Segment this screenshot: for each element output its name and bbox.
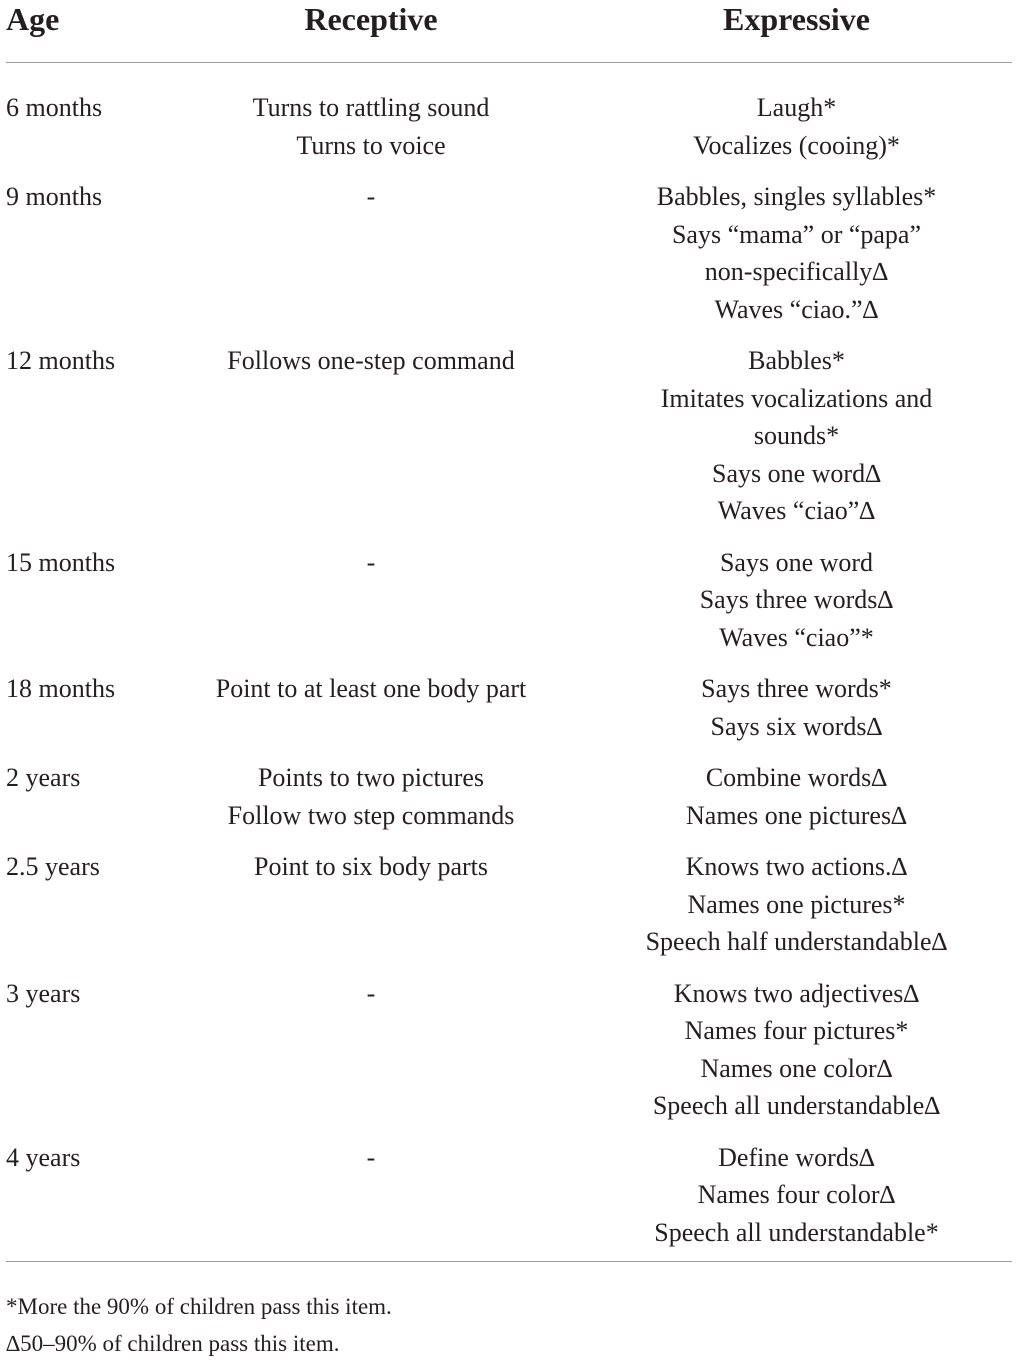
expressive-line: Combine words∆ [705,763,888,792]
table-row [6,1139,1012,1262]
cell-age: 2.5 years [6,852,100,881]
cell-age: 18 months [6,674,116,703]
cell-expressive [581,178,1012,342]
cell-receptive [161,848,581,975]
header-expressive: Expressive [581,0,1012,63]
expressive-line: sounds* [753,421,840,450]
cell-receptive [161,670,581,759]
cell-expressive [581,1139,1012,1262]
expressive-line: Imitates vocalizations and [660,383,933,413]
table-header-row [6,0,1012,63]
cell-expressive [581,670,1012,759]
cell-expressive [581,342,1012,544]
cell-expressive [581,63,1012,179]
expressive-line: Speech half understandable∆ [645,927,948,956]
expressive-line: Names one color∆ [700,1053,893,1083]
expressive-line: Speech all understandable* [654,1217,939,1247]
cell-expressive [581,975,1012,1139]
header-age: Age [6,0,161,63]
expressive-line: Waves “ciao”* [719,622,874,652]
table-row [6,178,1012,342]
cell-receptive [161,975,581,1139]
expressive-line: Says one word∆ [712,458,881,488]
footnote-star: *More the 90% of children pass this item. [6,1294,392,1319]
expressive-line: Says six words∆ [710,711,883,741]
expressive-line: Names one pictures∆ [686,800,907,830]
receptive-line: - [366,978,376,1008]
expressive-line: Names four pictures* [684,1016,909,1045]
cell-receptive [161,63,581,179]
table-row [6,544,1012,671]
expressive-line: Babbles* [748,346,845,375]
expressive-line: Define words∆ [718,1142,875,1172]
expressive-line: Knows two adjectives∆ [673,978,920,1008]
cell-age: 12 months [6,346,116,375]
cell-age: 3 years [6,978,81,1008]
table-row [6,848,1012,975]
table-row [6,759,1012,848]
receptive-line: Follows one-step command [227,346,515,375]
expressive-line: Laugh* [756,93,837,122]
table-footnotes [6,1288,1006,1362]
cell-receptive [161,178,581,342]
table-row [6,670,1012,759]
cell-expressive [581,848,1012,975]
developmental-milestones-table [6,0,1012,1262]
expressive-line: Speech all understandable∆ [652,1091,941,1120]
receptive-line: - [366,547,376,577]
table-row [6,342,1012,544]
expressive-line: Vocalizes (cooing)* [693,130,900,160]
cell-age: 2 years [6,763,81,792]
table-row [6,975,1012,1139]
table-row [6,63,1012,179]
expressive-line: Says one word [719,547,874,577]
receptive-line: Point to six body parts [253,852,488,881]
receptive-line: Point to at least one body part [215,674,527,703]
expressive-line: non-specifically∆ [704,257,889,286]
cell-expressive [581,544,1012,671]
expressive-line: Waves “ciao.”∆ [714,294,879,324]
receptive-line: Turns to rattling sound [252,93,490,122]
footnote-delta: ∆50–90% of children pass this item. [6,1331,340,1356]
receptive-line: - [366,1142,376,1172]
expressive-line: Names one pictures* [687,889,906,919]
cell-age: 15 months [6,547,116,577]
receptive-line: Turns to voice [296,130,446,160]
receptive-line: Points to two pictures [257,763,485,792]
cell-age: 9 months [6,182,103,211]
cell-age: 6 months [6,93,103,122]
expressive-line: Says three words∆ [699,585,894,614]
expressive-line: Knows two actions.∆ [685,852,908,881]
cell-age: 4 years [6,1139,161,1262]
cell-receptive [161,544,581,671]
expressive-line: Says “mama” or “papa” [671,219,922,249]
header-receptive: Receptive [161,0,581,63]
cell-expressive [581,759,1012,848]
expressive-line: Babbles, singles syllables* [656,182,937,211]
receptive-line: Follow two step commands [227,800,515,830]
expressive-line: Names four color∆ [697,1180,896,1209]
cell-receptive [161,759,581,848]
cell-receptive [161,342,581,544]
expressive-line: Says three words* [701,674,892,703]
receptive-line: - [366,182,376,211]
expressive-line: Waves “ciao”∆ [717,496,876,525]
cell-receptive [161,1139,581,1262]
table-body [6,63,1012,1262]
